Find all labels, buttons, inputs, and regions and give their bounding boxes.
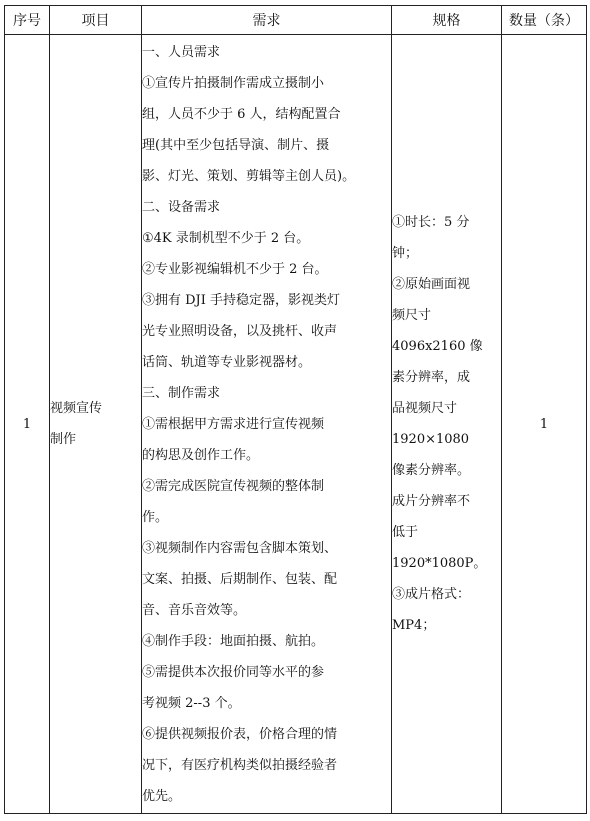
header-row xyxy=(5,6,587,35)
spec-line: 素分辨率，成 xyxy=(392,370,471,385)
requirement-line: 一、人员需求 xyxy=(142,44,221,60)
requirement-line: 理(其中至少包括导演、制片、摄 xyxy=(142,137,330,153)
requirement-line: 考视频 2--3 个。 xyxy=(142,695,241,711)
requirement-line: ②需完成医院宣传视频的整体制 xyxy=(142,478,325,494)
requirement-line: ①宣传片拍摄制作需成立摄制小 xyxy=(142,75,325,91)
item-line: 制作 xyxy=(50,432,77,447)
spec-line: 品视频尺寸 xyxy=(392,401,458,416)
row-requirements xyxy=(142,35,392,814)
spec-line: 成片分辨率不 xyxy=(392,494,471,509)
spec-line: 1920×1080 xyxy=(392,432,470,447)
spec-line: MP4； xyxy=(392,618,436,633)
requirement-line: ④制作手段：地面拍摄、航拍。 xyxy=(142,633,325,649)
requirement-line: 话筒、轨道等专业影视器材。 xyxy=(142,354,312,370)
spec-line: 频尺寸 xyxy=(392,308,432,323)
spec-line: 低于 xyxy=(392,525,419,540)
item-line: 视频宣传 xyxy=(50,401,103,416)
spec-line: ③成片格式： xyxy=(392,587,471,602)
header-quantity: 数量（条） xyxy=(502,6,587,35)
header-item: 项目 xyxy=(50,6,142,35)
row-spec xyxy=(392,35,502,814)
requirement-line: 二、设备需求 xyxy=(142,199,221,215)
requirement-line: 况下，有医疗机构类似拍摄经验者 xyxy=(142,757,338,773)
spec-line: 4096x2160 像 xyxy=(392,339,483,354)
spec-line: ①时长：5 分 xyxy=(392,215,470,230)
header-spec: 规格 xyxy=(392,6,502,35)
requirement-line: 的构思及创作工作。 xyxy=(142,447,260,463)
requirement-line: 文案、拍摄、后期制作、包装、配 xyxy=(142,571,338,587)
row-quantity: 1 xyxy=(502,35,587,814)
header-no: 序号 xyxy=(5,6,50,35)
requirement-line: ⑤需提供本次报价同等水平的参 xyxy=(142,664,325,680)
requirement-line: 优先。 xyxy=(142,788,182,804)
requirement-line: ③视频制作内容需包含脚本策划、 xyxy=(142,540,338,556)
requirement-line: 光专业照明设备，以及挑杆、收声 xyxy=(142,323,338,339)
requirement-line: ②专业影视编辑机不少于 2 台。 xyxy=(142,261,328,277)
row-item xyxy=(50,35,142,814)
requirement-line: 影、灯光、策划、剪辑等主创人员)。 xyxy=(142,168,356,184)
requirement-line: 作。 xyxy=(142,509,169,525)
spec-line: 钟； xyxy=(392,246,419,261)
requirement-line: ①4K 录制机型不少于 2 台。 xyxy=(142,230,310,246)
requirement-line: ③拥有 DJI 手持稳定器，影视类灯 xyxy=(142,292,341,308)
header-requirements: 需求 xyxy=(142,6,392,35)
spec-line: ②原始画面视 xyxy=(392,277,471,292)
requirement-line: 三、制作需求 xyxy=(142,385,221,401)
requirement-line: 组，人员不少于 6 人，结构配置合 xyxy=(142,106,341,122)
spec-line: 1920*1080P。 xyxy=(392,556,487,571)
requirement-line: 音、音乐音效等。 xyxy=(142,602,247,618)
spec-line: 像素分辨率。 xyxy=(392,463,471,478)
requirement-line: ⑥提供视频报价表，价格合理的情 xyxy=(142,726,338,742)
requirement-line: ①需根据甲方需求进行宣传视频 xyxy=(142,416,325,432)
table-row xyxy=(5,35,587,814)
row-no: 1 xyxy=(5,35,50,814)
requirements-table xyxy=(4,5,587,814)
